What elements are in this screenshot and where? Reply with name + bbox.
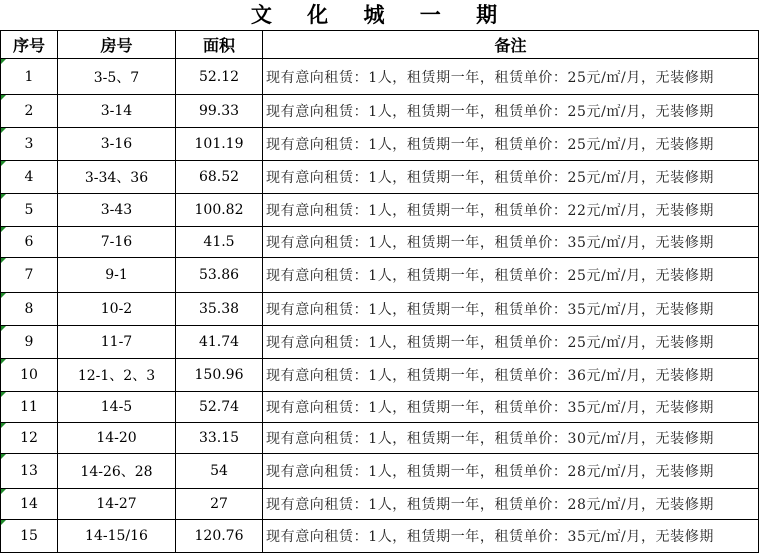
cell-note: 现有意向租赁：1人，租赁期一年，租赁单价：36元/㎡/月，无装修期	[263, 359, 759, 392]
cell-room: 12-1、2、3	[58, 359, 176, 392]
cell-room: 14-5	[58, 392, 176, 423]
table-row	[1, 95, 759, 128]
table-row	[1, 59, 759, 95]
table-row	[1, 194, 759, 227]
cell-room: 3-5、7	[58, 59, 176, 95]
header-row	[1, 31, 759, 59]
table-row	[1, 489, 759, 520]
cell-seq: 11	[1, 392, 58, 423]
cell-note: 现有意向租赁：1人，租赁期一年，租赁单价：35元/㎡/月，无装修期	[263, 520, 759, 553]
cell-room: 14-15/16	[58, 520, 176, 553]
cell-room: 3-43	[58, 194, 176, 227]
cell-area: 68.52	[176, 161, 263, 194]
cell-seq: 6	[1, 227, 58, 258]
cell-note: 现有意向租赁：1人，租赁期一年，租赁单价：25元/㎡/月，无装修期	[263, 128, 759, 161]
cell-note: 现有意向租赁：1人，租赁期一年，租赁单价：30元/㎡/月，无装修期	[263, 423, 759, 454]
cell-note: 现有意向租赁：1人，租赁期一年，租赁单价：25元/㎡/月，无装修期	[263, 95, 759, 128]
cell-area: 100.82	[176, 194, 263, 227]
table-row	[1, 392, 759, 423]
cell-area: 99.33	[176, 95, 263, 128]
cell-area: 33.15	[176, 423, 263, 454]
cell-seq: 9	[1, 326, 58, 359]
cell-note: 现有意向租赁：1人，租赁期一年，租赁单价：35元/㎡/月，无装修期	[263, 227, 759, 258]
cell-area: 150.96	[176, 359, 263, 392]
cell-area: 101.19	[176, 128, 263, 161]
cell-room: 14-20	[58, 423, 176, 454]
table-row	[1, 293, 759, 326]
cell-seq: 4	[1, 161, 58, 194]
cell-seq: 3	[1, 128, 58, 161]
cell-seq: 1	[1, 59, 58, 95]
cell-seq: 2	[1, 95, 58, 128]
cell-note: 现有意向租赁：1人，租赁期一年，租赁单价：35元/㎡/月，无装修期	[263, 293, 759, 326]
cell-note: 现有意向租赁：1人，租赁期一年，租赁单价：25元/㎡/月，无装修期	[263, 161, 759, 194]
cell-area: 27	[176, 489, 263, 520]
table-row	[1, 161, 759, 194]
cell-note: 现有意向租赁：1人，租赁期一年，租赁单价：35元/㎡/月，无装修期	[263, 392, 759, 423]
cell-area: 120.76	[176, 520, 263, 553]
cell-seq: 7	[1, 258, 58, 293]
header-seq: 序号	[1, 31, 58, 59]
cell-note: 现有意向租赁：1人，租赁期一年，租赁单价：25元/㎡/月，无装修期	[263, 258, 759, 293]
cell-room: 11-7	[58, 326, 176, 359]
cell-seq: 5	[1, 194, 58, 227]
table-row	[1, 258, 759, 293]
table-row	[1, 359, 759, 392]
cell-area: 54	[176, 454, 263, 489]
table-row	[1, 227, 759, 258]
table-row	[1, 423, 759, 454]
cell-area: 41.74	[176, 326, 263, 359]
cell-seq: 8	[1, 293, 58, 326]
table-row	[1, 326, 759, 359]
header-note: 备注	[263, 31, 759, 59]
header-area: 面积	[176, 31, 263, 59]
cell-seq: 14	[1, 489, 58, 520]
table-row	[1, 454, 759, 489]
cell-note: 现有意向租赁：1人，租赁期一年，租赁单价：22元/㎡/月，无装修期	[263, 194, 759, 227]
cell-room: 10-2	[58, 293, 176, 326]
cell-note: 现有意向租赁：1人，租赁期一年，租赁单价：25元/㎡/月，无装修期	[263, 326, 759, 359]
cell-area: 35.38	[176, 293, 263, 326]
cell-seq: 10	[1, 359, 58, 392]
cell-area: 52.74	[176, 392, 263, 423]
cell-room: 14-27	[58, 489, 176, 520]
table-row	[1, 128, 759, 161]
cell-area: 41.5	[176, 227, 263, 258]
cell-note: 现有意向租赁：1人，租赁期一年，租赁单价：28元/㎡/月，无装修期	[263, 489, 759, 520]
cell-seq: 12	[1, 423, 58, 454]
cell-room: 7-16	[58, 227, 176, 258]
header-room: 房号	[58, 31, 176, 59]
cell-note: 现有意向租赁：1人，租赁期一年，租赁单价：25元/㎡/月，无装修期	[263, 59, 759, 95]
cell-note: 现有意向租赁：1人，租赁期一年，租赁单价：28元/㎡/月，无装修期	[263, 454, 759, 489]
page-title: 文 化 城 一 期	[250, 2, 512, 27]
cell-area: 52.12	[176, 59, 263, 95]
cell-seq: 13	[1, 454, 58, 489]
rental-table	[0, 30, 759, 553]
table-row	[1, 520, 759, 553]
cell-room: 9-1	[58, 258, 176, 293]
cell-room: 3-14	[58, 95, 176, 128]
cell-seq: 15	[1, 520, 58, 553]
cell-room: 14-26、28	[58, 454, 176, 489]
cell-area: 53.86	[176, 258, 263, 293]
cell-room: 3-34、36	[58, 161, 176, 194]
cell-room: 3-16	[58, 128, 176, 161]
